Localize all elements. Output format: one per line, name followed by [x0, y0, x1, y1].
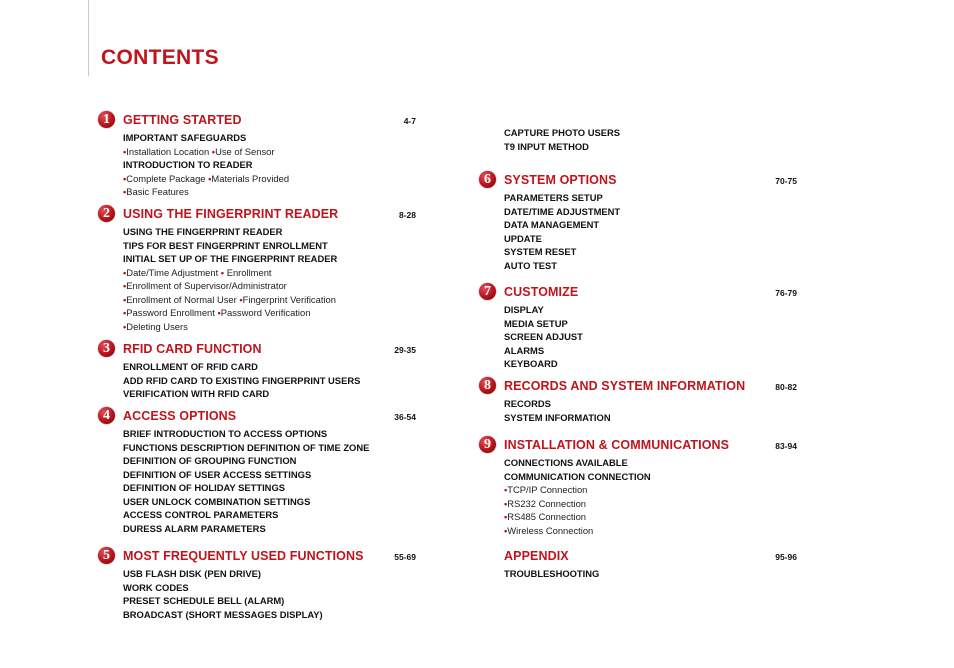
bullet-icon: • [123, 293, 127, 305]
section-heading[interactable] [484, 284, 824, 303]
toc-section-using-fingerprint-reader [103, 206, 443, 333]
section-number-badge: 5 [98, 547, 115, 564]
section-pages: 80-82 [775, 382, 797, 392]
toc-subitem[interactable]: Use of Sensor [215, 145, 275, 157]
toc-item[interactable]: USB FLASH DISK (PEN DRIVE) [123, 568, 262, 579]
section-heading[interactable] [484, 437, 824, 456]
toc-subitem-row [123, 320, 443, 334]
toc-subitem[interactable]: Complete Package [126, 172, 206, 184]
margin-rule [88, 0, 89, 76]
toc-section-installation-communications [484, 437, 824, 537]
toc-subitem[interactable]: Basic Features [126, 186, 189, 197]
toc-subitem[interactable]: Enrollment of Normal User [126, 293, 237, 305]
toc-item[interactable]: COMMUNICATION CONNECTION [504, 470, 651, 482]
toc-item[interactable]: USER UNLOCK COMBINATION SETTINGS [123, 495, 311, 507]
bullet-icon: • [123, 280, 127, 291]
toc-subitem-row [123, 145, 443, 159]
section-title[interactable]: MOST FREQUENTLY USED FUNCTIONS [123, 549, 364, 563]
section-title[interactable]: CUSTOMIZE [504, 285, 579, 299]
toc-subitem[interactable]: Date/Time Adjustment [126, 266, 219, 278]
toc-subitem[interactable]: Fingerprint Verification [242, 293, 336, 305]
bullet-icon: • [504, 484, 508, 495]
section-pages: 70-75 [775, 176, 797, 186]
toc-item[interactable]: DISPLAY [504, 304, 544, 315]
bullet-icon: • [220, 266, 225, 278]
toc-subitem-row [123, 172, 443, 186]
toc-subitem[interactable]: Deleting Users [126, 320, 188, 332]
toc-subitem[interactable]: TCP/IP Connection [507, 484, 588, 495]
toc-subitem-row [123, 185, 443, 199]
section-number-badge: 8 [479, 377, 496, 394]
section-pages: 29-35 [394, 345, 416, 355]
toc-item[interactable]: AUTO TEST [504, 259, 557, 271]
section-title[interactable]: INSTALLATION & COMMUNICATIONS [504, 438, 730, 452]
section-heading[interactable] [484, 172, 824, 191]
toc-item[interactable]: USING THE FINGERPRINT READER [123, 226, 283, 237]
toc-subitem[interactable]: Password Verification [220, 307, 311, 318]
bullet-icon: • [123, 186, 127, 197]
toc-item[interactable]: DATE/TIME ADJUSTMENT [504, 205, 621, 217]
bullet-icon: • [211, 145, 216, 157]
toc-section-appendix [504, 549, 824, 581]
section-pages: 83-94 [775, 441, 797, 451]
section-number-badge: 6 [479, 171, 496, 188]
toc-subitem[interactable]: Enrollment [226, 266, 272, 278]
toc-item[interactable]: BRIEF INTRODUCTION TO ACCESS OPTIONS [123, 428, 328, 439]
section-title[interactable]: RFID CARD FUNCTION [123, 342, 262, 356]
toc-item[interactable]: KEYBOARD [504, 358, 558, 369]
toc-item[interactable]: PARAMETERS SETUP [504, 192, 603, 203]
toc-item[interactable]: ALARMS [504, 344, 545, 356]
section-pages: 36-54 [394, 412, 416, 422]
toc-subitem-row [123, 293, 443, 307]
section-heading[interactable] [103, 408, 443, 427]
toc-item[interactable]: ENROLLMENT OF RFID CARD [123, 361, 258, 372]
toc-item[interactable]: ADD RFID CARD TO EXISTING FINGERPRINT USERS [123, 374, 361, 386]
section-number-badge: 3 [98, 340, 115, 357]
section-heading[interactable] [103, 548, 443, 567]
toc-item[interactable]: DURESS ALARM PARAMETERS [123, 522, 266, 534]
toc-subitem[interactable]: Wireless Connection [507, 524, 594, 536]
toc-item[interactable]: MEDIA SETUP [504, 317, 568, 329]
toc-section-access-options [103, 408, 443, 535]
toc-subitem[interactable]: Enrollment of Supervisor/Administrator [126, 280, 287, 291]
toc-subitem[interactable]: Materials Provided [211, 172, 290, 184]
section-pages: 8-28 [398, 210, 416, 220]
toc-section-customize [484, 284, 824, 371]
toc-subitem-row [123, 306, 443, 320]
toc-item[interactable]: SCREEN ADJUST [504, 331, 583, 342]
toc-item[interactable]: SYSTEM RESET [504, 246, 577, 257]
section-number-badge: 4 [98, 407, 115, 424]
toc-item[interactable]: T9 INPUT METHOD [504, 140, 589, 152]
page-title: CONTENTS [101, 46, 219, 69]
section-number-badge: 2 [98, 205, 115, 222]
toc-item[interactable]: DEFINITION OF GROUPING FUNCTION [123, 455, 297, 466]
toc-item[interactable]: BROADCAST (SHORT MESSAGES DISPLAY) [123, 608, 323, 620]
section-title[interactable]: SYSTEM OPTIONS [504, 173, 617, 187]
bullet-icon: • [123, 307, 127, 318]
toc-item[interactable]: INTRODUCTION TO READER [123, 159, 253, 170]
toc-subitem-row [504, 483, 824, 497]
section-heading[interactable] [504, 549, 824, 567]
section-heading[interactable] [103, 341, 443, 360]
bullet-icon: • [123, 320, 127, 332]
toc-subitem[interactable]: Password Enrollment [126, 307, 215, 318]
toc-item[interactable]: ACCESS CONTROL PARAMETERS [123, 509, 279, 520]
section-heading[interactable] [103, 112, 443, 131]
toc-section-most-frequently-used [103, 548, 443, 621]
toc-section-records-system-information [484, 378, 824, 424]
toc-item[interactable]: DEFINITION OF HOLIDAY SETTINGS [123, 482, 285, 493]
toc-subitem-row [123, 266, 443, 280]
toc-item[interactable]: PRESET SCHEDULE BELL (ALARM) [123, 595, 285, 606]
toc-item[interactable]: RECORDS [504, 398, 551, 409]
bullet-icon: • [208, 172, 212, 184]
section-pages: 55-69 [394, 552, 416, 562]
toc-item[interactable]: TROUBLESHOOTING [504, 568, 600, 579]
section-number-badge: 1 [98, 111, 115, 128]
section-title[interactable]: ACCESS OPTIONS [123, 409, 237, 423]
toc-item[interactable]: UPDATE [504, 232, 542, 244]
toc-subitem[interactable]: RS232 Connection [507, 497, 586, 509]
toc-item[interactable]: WORK CODES [123, 581, 189, 593]
toc-item[interactable]: INITIAL SET UP OF THE FINGERPRINT READER [123, 253, 338, 264]
toc-item[interactable]: TIPS FOR BEST FINGERPRINT ENROLLMENT [123, 239, 328, 251]
toc-subitem[interactable]: Installation Location [126, 145, 210, 157]
toc-subitem-row [504, 524, 824, 538]
toc-item[interactable]: CAPTURE PHOTO USERS [504, 127, 620, 138]
section-number-badge: 7 [479, 283, 496, 300]
section-title[interactable]: GETTING STARTED [123, 113, 242, 127]
toc-section-getting-started [103, 112, 443, 199]
toc-item[interactable]: IMPORTANT SAFEGUARDS [123, 132, 247, 143]
section-title[interactable]: RECORDS AND SYSTEM INFORMATION [504, 379, 746, 393]
toc-item[interactable]: DATA MANAGEMENT [504, 219, 600, 230]
toc-item[interactable]: FUNCTIONS DESCRIPTION DEFINITION OF TIME ZONE [123, 441, 370, 453]
section-number-badge: 9 [479, 436, 496, 453]
toc-subitem-row [123, 279, 443, 293]
section-pages: 95-96 [775, 552, 797, 562]
section-title[interactable]: USING THE FINGERPRINT READER [123, 207, 339, 221]
bullet-icon: • [123, 172, 127, 184]
section-pages: 4-7 [403, 116, 416, 126]
bullet-icon: • [504, 511, 508, 522]
toc-item[interactable]: VERIFICATION WITH RFID CARD [123, 388, 270, 399]
toc-section-system-options [484, 172, 824, 272]
section-heading[interactable] [484, 378, 824, 397]
toc-item[interactable]: CONNECTIONS AVAILABLE [504, 457, 628, 468]
toc-subitem[interactable]: RS485 Connection [507, 511, 586, 522]
bullet-icon: • [504, 524, 508, 536]
toc-subitem-row [504, 497, 824, 511]
section-pages: 76-79 [775, 288, 797, 298]
toc-item[interactable]: DEFINITION OF USER ACCESS SETTINGS [123, 468, 312, 480]
section-title[interactable]: APPENDIX [504, 549, 569, 563]
bullet-icon: • [217, 307, 221, 318]
toc-section-most-frequently-used-continued [504, 126, 824, 153]
toc-subitem-row [504, 510, 824, 524]
bullet-icon: • [123, 266, 127, 278]
bullet-icon: • [504, 497, 508, 509]
toc-section-rfid-card-function [103, 341, 443, 401]
bullet-icon: • [123, 145, 127, 157]
bullet-icon: • [239, 293, 243, 305]
section-heading[interactable] [103, 206, 443, 225]
toc-item[interactable]: SYSTEM INFORMATION [504, 411, 611, 423]
